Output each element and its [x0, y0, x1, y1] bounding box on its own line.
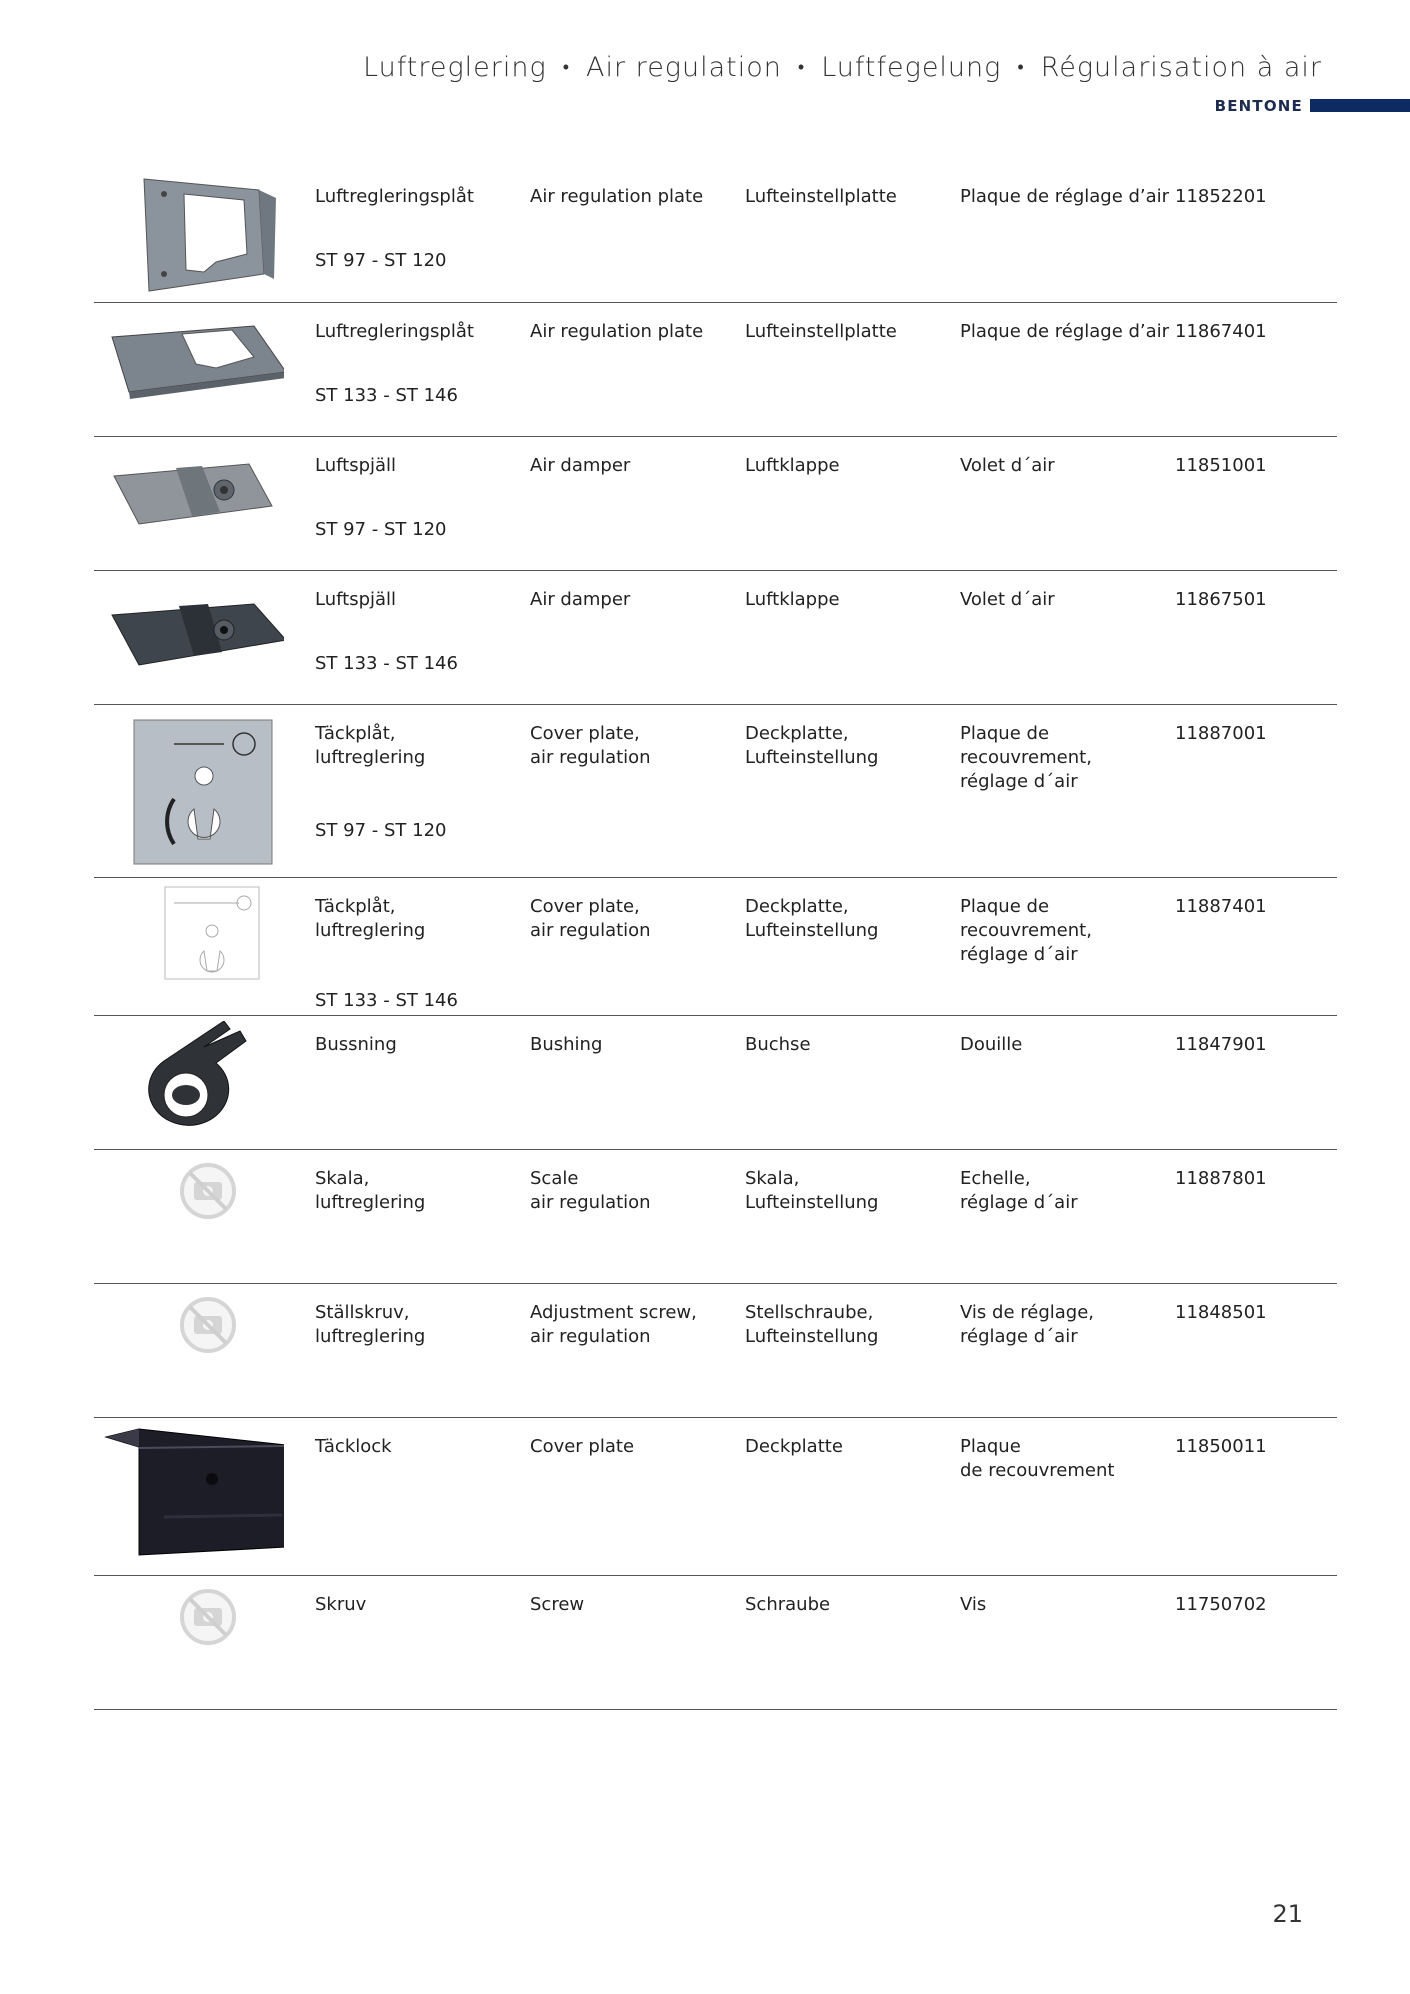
part-name-german: Buchse	[745, 1034, 811, 1055]
part-image	[104, 714, 284, 834]
part-name-english: Bushing	[530, 1034, 603, 1055]
part-name-swedish: Luftspjäll	[315, 589, 397, 610]
part-name-german: Stellschraube, Lufteinstellung	[745, 1302, 879, 1347]
model-range: ST 133 - ST 146	[315, 990, 458, 1011]
brand-name: BENTONE	[1214, 96, 1303, 115]
title-german: Luftfegelung	[821, 52, 1002, 83]
table-row	[94, 302, 1337, 437]
no-photo-icon	[104, 1289, 284, 1409]
part-name-swedish: Ställskruv, luftreglering	[315, 1302, 426, 1347]
part-name-english: Air regulation plate	[530, 321, 704, 342]
part-number: 11887401	[1175, 896, 1267, 917]
title-separator: •	[562, 57, 571, 78]
table-row	[94, 877, 1337, 1016]
part-name-english: Adjustment screw, air regulation	[530, 1302, 697, 1347]
model-range: ST 97 - ST 120	[315, 250, 447, 271]
page-number: 21	[1272, 1900, 1303, 1928]
part-name-swedish: Luftregleringsplåt	[315, 321, 474, 342]
part-image	[104, 883, 284, 1003]
part-number: 11750702	[1175, 1594, 1267, 1615]
part-name-english: Air damper	[530, 589, 631, 610]
part-name-english: Screw	[530, 1594, 585, 1615]
part-name-swedish: Täckplåt, luftreglering	[315, 896, 426, 941]
part-name-french: Volet d´air	[960, 455, 1055, 476]
part-name-swedish: Luftregleringsplåt	[315, 186, 474, 207]
part-name-german: Lufteinstellplatte	[745, 186, 897, 207]
title-english: Air regulation	[586, 52, 782, 83]
table-row	[94, 436, 1337, 571]
part-name-german: Lufteinstellplatte	[745, 321, 897, 342]
part-name-german: Schraube	[745, 1594, 831, 1615]
part-name-german: Luftklappe	[745, 455, 840, 476]
part-number: 11848501	[1175, 1302, 1267, 1323]
model-range: ST 97 - ST 120	[315, 519, 447, 540]
part-name-swedish: Bussning	[315, 1034, 397, 1055]
part-name-french: Volet d´air	[960, 589, 1055, 610]
table-row	[94, 570, 1337, 705]
title-swedish: Luftreglering	[363, 52, 547, 83]
table-row	[94, 167, 1337, 303]
part-number: 11887801	[1175, 1168, 1267, 1189]
part-name-swedish: Täcklock	[315, 1436, 392, 1457]
brand-mark	[1214, 96, 1410, 115]
part-name-french: Plaque de réglage d’air	[960, 186, 1170, 207]
part-name-english: Scale air regulation	[530, 1168, 651, 1213]
table-row	[94, 1283, 1337, 1418]
part-number: 11887001	[1175, 723, 1267, 744]
page-header-title	[363, 52, 1322, 83]
model-range: ST 133 - ST 146	[315, 653, 458, 674]
part-name-german: Skala, Lufteinstellung	[745, 1168, 879, 1213]
part-number: 11867501	[1175, 589, 1267, 610]
part-image	[104, 446, 284, 566]
part-number: 11850011	[1175, 1436, 1267, 1457]
model-range: ST 133 - ST 146	[315, 385, 458, 406]
part-name-german: Deckplatte	[745, 1436, 843, 1457]
table-row	[94, 1149, 1337, 1284]
part-number: 11852201	[1175, 186, 1267, 207]
no-photo-icon	[104, 1155, 284, 1275]
part-name-french: Douille	[960, 1034, 1023, 1055]
part-name-french: Echelle, réglage d´air	[960, 1168, 1078, 1213]
title-french: Régularisation à air	[1040, 52, 1322, 83]
part-number: 11867401	[1175, 321, 1267, 342]
part-name-french: Plaque de réglage d’air	[960, 321, 1170, 342]
part-name-english: Cover plate	[530, 1436, 635, 1457]
part-image	[104, 174, 284, 294]
part-name-french: Plaque de recouvrement	[960, 1436, 1115, 1481]
title-separator: •	[1017, 57, 1025, 78]
table-row	[94, 1015, 1337, 1150]
part-name-english: Cover plate, air regulation	[530, 723, 651, 768]
part-name-french: Vis de réglage, réglage d´air	[960, 1302, 1094, 1347]
part-name-french: Plaque de recouvrement, réglage d´air	[960, 723, 1092, 792]
part-name-swedish: Täckplåt, luftreglering	[315, 723, 426, 768]
part-name-swedish: Luftspjäll	[315, 455, 397, 476]
part-name-swedish: Skala, luftreglering	[315, 1168, 426, 1213]
part-name-swedish: Skruv	[315, 1594, 367, 1615]
model-range: ST 97 - ST 120	[315, 820, 447, 841]
part-name-french: Vis	[960, 1594, 987, 1615]
part-name-german: Deckplatte, Lufteinstellung	[745, 896, 879, 941]
part-name-german: Luftklappe	[745, 589, 840, 610]
part-image	[104, 580, 284, 700]
no-photo-icon	[104, 1581, 284, 1701]
brand-bar	[1310, 99, 1410, 112]
part-image	[104, 1021, 284, 1141]
part-name-english: Air regulation plate	[530, 186, 704, 207]
part-name-french: Plaque de recouvrement, réglage d´air	[960, 896, 1092, 965]
table-row	[94, 1575, 1337, 1710]
table-row	[94, 1417, 1337, 1576]
part-name-english: Air damper	[530, 455, 631, 476]
title-separator: •	[797, 57, 806, 78]
part-image	[104, 312, 284, 432]
part-name-english: Cover plate, air regulation	[530, 896, 651, 941]
part-name-german: Deckplatte, Lufteinstellung	[745, 723, 879, 768]
part-number: 11847901	[1175, 1034, 1267, 1055]
part-image	[104, 1427, 284, 1547]
part-number: 11851001	[1175, 455, 1267, 476]
table-row	[94, 704, 1337, 878]
